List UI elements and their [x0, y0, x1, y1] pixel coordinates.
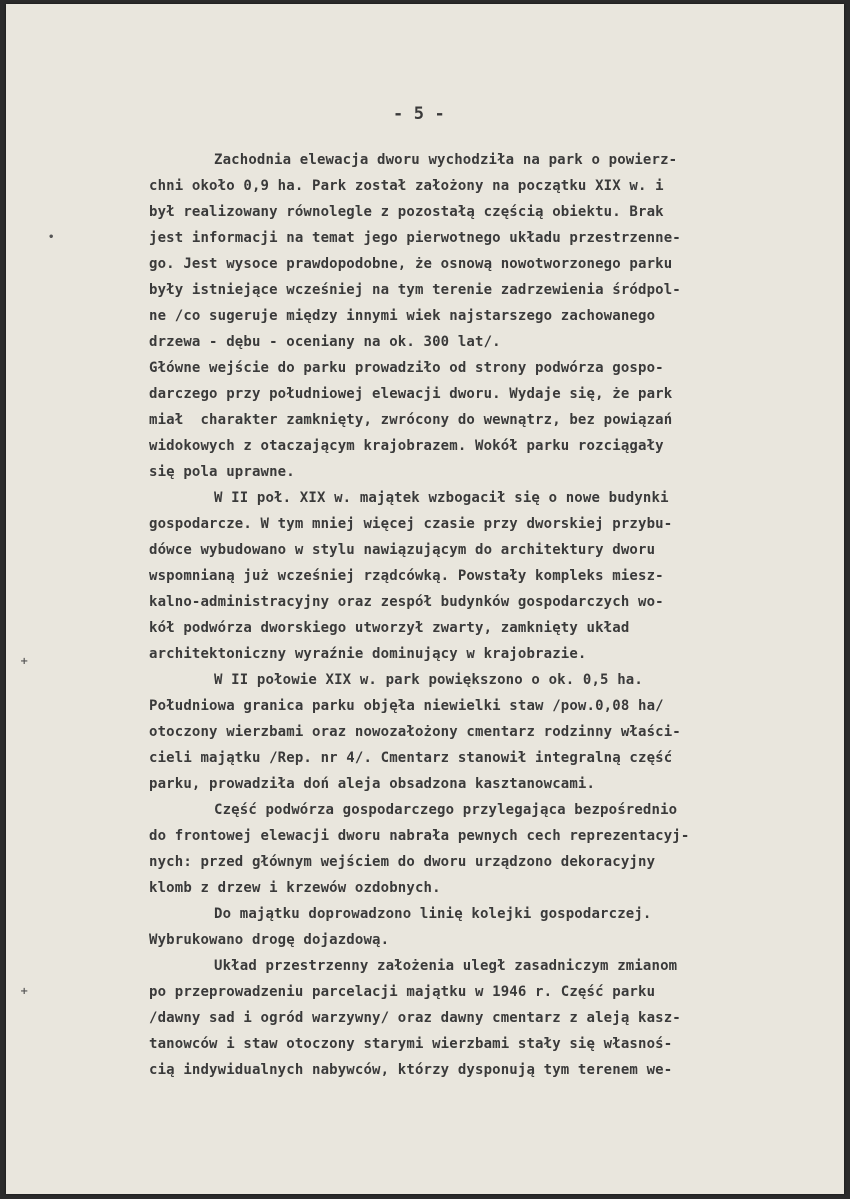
margin-tick-icon: +: [20, 986, 29, 997]
text-line: Część podwórza gospodarczego przylegająca bezpośrednio: [214, 802, 678, 818]
text-line: go. Jest wysoce prawdopodobne, że osnową nowotworzonego parku: [149, 256, 673, 272]
text-line: cieli majątku /Rep. nr 4/. Cmentarz stanowił integralną część: [149, 750, 673, 766]
text-line: darczego przy południowej elewacji dworu. Wydaje się, że park: [149, 386, 673, 402]
text-line: kalno-administracyjny oraz zespół budynków gospodarczych wo-: [149, 594, 664, 610]
text-line: klomb z drzew i krzewów ozdobnych.: [149, 880, 441, 896]
text-line: otoczony wierzbami oraz nowozałożony cmentarz rodzinny właści-: [149, 724, 681, 740]
text-line: Do majątku doprowadzono linię kolejki gospodarczej.: [214, 906, 652, 922]
margin-dot-icon: •: [48, 232, 55, 243]
text-line: Wybrukowano drogę dojazdową.: [149, 932, 390, 948]
text-line: się pola uprawne.: [149, 464, 295, 480]
margin-tick-icon: +: [20, 656, 29, 667]
text-line: były istniejące wcześniej na tym terenie zadrzewienia śródpol-: [149, 282, 681, 298]
text-line: jest informacji na temat jego pierwotnego układu przestrzenne-: [149, 230, 681, 246]
text-line: W II połowie XIX w. park powiększono o ok. 0,5 ha.: [214, 672, 643, 688]
text-line: wspomnianą już wcześniej rządcówką. Powstały kompleks miesz-: [149, 568, 664, 584]
text-line: widokowych z otaczającym krajobrazem. Wokół parku rozciągały: [149, 438, 664, 454]
text-line: Układ przestrzenny założenia uległ zasadniczym zmianom: [214, 958, 678, 974]
text-line: ne /co sugeruje między innymi wiek najstarszego zachowanego: [149, 308, 656, 324]
document-page: [6, 4, 844, 1194]
document-body: [6, 4, 844, 1194]
text-line: tanowców i staw otoczony starymi wierzbami stały się własnoś-: [149, 1036, 673, 1052]
text-line: nych: przed głównym wejściem do dworu urządzono dekoracyjny: [149, 854, 656, 870]
text-line: parku, prowadziła doń aleja obsadzona kasztanowcami.: [149, 776, 596, 792]
text-line: gospodarcze. W tym mniej więcej czasie przy dworskiej przybu-: [149, 516, 673, 532]
text-line: do frontowej elewacji dworu nabrała pewnych cech reprezentacyj-: [149, 828, 690, 844]
text-line: kół podwórza dworskiego utworzył zwarty, zamknięty układ: [149, 620, 630, 636]
text-line: W II poł. XIX w. majątek wzbogacił się o nowe budynki: [214, 490, 669, 506]
page-number: - 5 -: [393, 104, 445, 124]
text-line: dówce wybudowano w stylu nawiązującym do architektury dworu: [149, 542, 656, 558]
text-line: architektoniczny wyraźnie dominujący w krajobrazie.: [149, 646, 587, 662]
text-line: Południowa granica parku objęła niewielki staw /pow.0,08 ha/: [149, 698, 664, 714]
text-line: cią indywidualnych nabywców, którzy dysponują tym terenem we-: [149, 1062, 673, 1078]
text-line: był realizowany równolegle z pozostałą częścią obiektu. Brak: [149, 204, 664, 220]
text-line: po przeprowadzeniu parcelacji majątku w 1946 r. Część parku: [149, 984, 656, 1000]
text-line: chni około 0,9 ha. Park został założony na początku XIX w. i: [149, 178, 664, 194]
text-line: /dawny sad i ogród warzywny/ oraz dawny cmentarz z aleją kasz-: [149, 1010, 681, 1026]
text-line: Zachodnia elewacja dworu wychodziła na park o powierz-: [214, 152, 678, 168]
text-line: Główne wejście do parku prowadziło od strony podwórza gospo-: [149, 360, 664, 376]
text-line: drzewa - dębu - oceniany na ok. 300 lat/.: [149, 334, 501, 350]
text-line: miał charakter zamknięty, zwrócony do wewnątrz, bez powiązań: [149, 412, 673, 428]
